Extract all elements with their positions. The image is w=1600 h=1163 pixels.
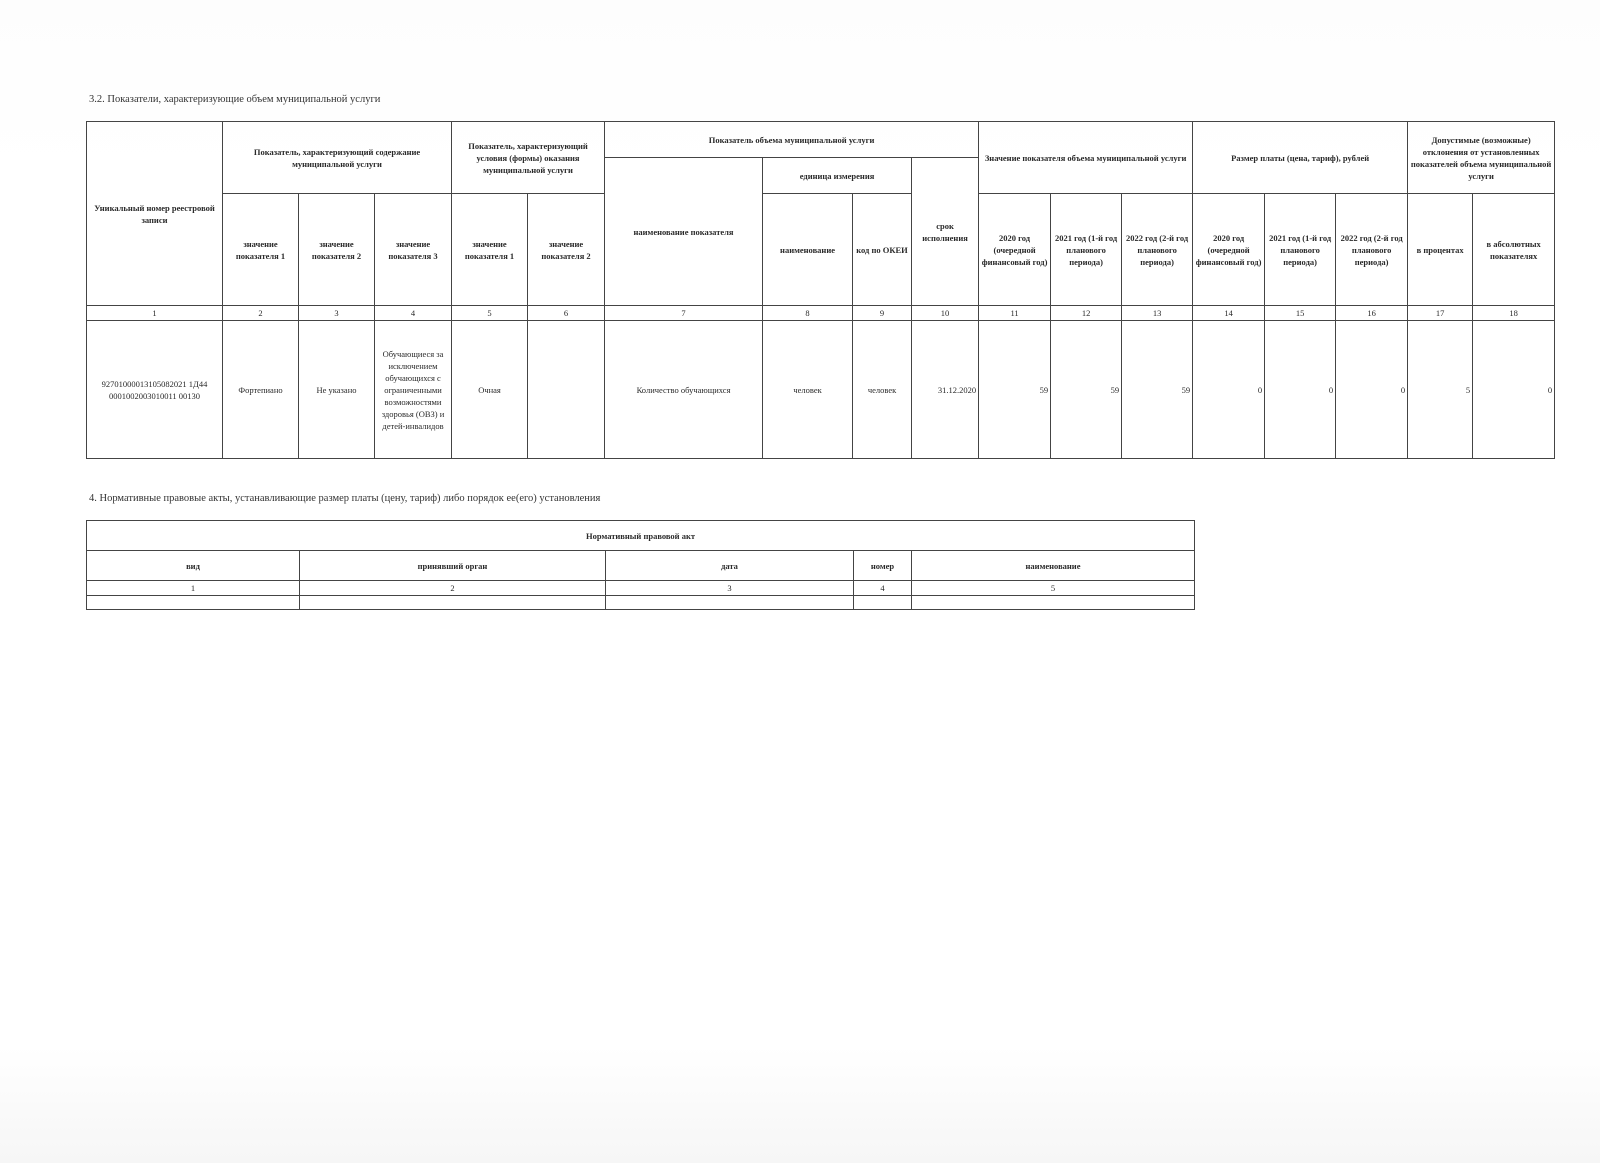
volume-indicators-table — [86, 121, 1555, 459]
header-okei-code: код по ОКЕИ — [853, 194, 912, 306]
column-number: 15 — [1265, 306, 1336, 321]
column-number: 12 — [1051, 306, 1122, 321]
cell-okei-code: человек — [853, 321, 912, 459]
cell-y2021: 59 — [1051, 321, 1122, 459]
column-number: 2 — [223, 306, 299, 321]
column-number: 6 — [528, 306, 605, 321]
header-y2021: 2021 год (1-й год планового периода) — [1051, 194, 1122, 306]
empty-cell — [854, 596, 912, 610]
column-number-row — [87, 581, 1195, 596]
column-number: 14 — [1193, 306, 1265, 321]
cell-registry-number: 92701000013105082021 1Д44 0001002003010011 00130 — [87, 321, 223, 459]
header-volume-value: Значение показателя объема муниципальной услуги — [979, 122, 1193, 194]
column-number: 17 — [1408, 306, 1473, 321]
cell-cond-value-1: Очная — [452, 321, 528, 459]
cell-indicator-name: Количество обучающихся — [605, 321, 763, 459]
cell-absolute: 0 — [1473, 321, 1555, 459]
table-row — [87, 321, 1555, 459]
section-4-title: 4. Нормативные правовые акты, устанавливающие размер платы (цену, тариф) либо порядок ее(его) установления — [89, 493, 601, 504]
cell-value-1: Фортепиано — [223, 321, 299, 459]
header-value-2: значение показателя 2 — [299, 194, 375, 306]
cell-value-3: Обучающиеся за исключением обучающихся с ограниченными возможностями здоровья (ОВЗ) и детей-инвалидов — [375, 321, 452, 459]
column-number-row — [87, 306, 1555, 321]
column-number: 8 — [763, 306, 853, 321]
cell-f2021: 0 — [1265, 321, 1336, 459]
header-legal-act: Нормативный правовой акт — [87, 521, 1195, 551]
cell-value-2: Не указано — [299, 321, 375, 459]
header-date: дата — [606, 551, 854, 581]
header-volume-indicator: Показатель объема муниципальной услуги — [605, 122, 979, 158]
cell-y2022: 59 — [1122, 321, 1193, 459]
header-absolute: в абсолютных показателях — [1473, 194, 1555, 306]
column-number: 7 — [605, 306, 763, 321]
section-3-2-title: 3.2. Показатели, характеризующие объем муниципальной услуги — [89, 94, 381, 105]
header-unit: единица измерения — [763, 158, 912, 194]
column-number: 10 — [912, 306, 979, 321]
header-f2021: 2021 год (1-й год планового периода) — [1265, 194, 1336, 306]
header-value-1: значение показателя 1 — [223, 194, 299, 306]
header-cond-value-2: значение показателя 2 — [528, 194, 605, 306]
header-deadline: срок исполнения — [912, 158, 979, 306]
cell-f2020: 0 — [1193, 321, 1265, 459]
header-indicator-name: наименование показателя — [605, 158, 763, 306]
column-number: 2 — [300, 581, 606, 596]
column-number: 9 — [853, 306, 912, 321]
header-authority: принявший орган — [300, 551, 606, 581]
cell-f2022: 0 — [1336, 321, 1408, 459]
column-number: 13 — [1122, 306, 1193, 321]
header-unit-name: наименование — [763, 194, 853, 306]
column-number: 5 — [912, 581, 1195, 596]
column-number: 18 — [1473, 306, 1555, 321]
empty-cell — [300, 596, 606, 610]
column-number: 1 — [87, 306, 223, 321]
empty-cell — [912, 596, 1195, 610]
header-deviation: Допустимые (возможные) отклонения от установленных показателей объема муниципальной услуги — [1408, 122, 1555, 194]
header-value-3: значение показателя 3 — [375, 194, 452, 306]
column-number: 11 — [979, 306, 1051, 321]
cell-unit-name: человек — [763, 321, 853, 459]
legal-acts-table — [86, 520, 1195, 610]
header-type: вид — [87, 551, 300, 581]
header-f2022: 2022 год (2-й год планового периода) — [1336, 194, 1408, 306]
column-number: 16 — [1336, 306, 1408, 321]
cell-y2020: 59 — [979, 321, 1051, 459]
column-number: 3 — [606, 581, 854, 596]
column-number: 4 — [854, 581, 912, 596]
empty-cell — [606, 596, 854, 610]
column-number: 1 — [87, 581, 300, 596]
column-number: 4 — [375, 306, 452, 321]
header-cond-value-1: значение показателя 1 — [452, 194, 528, 306]
table-row — [87, 596, 1195, 610]
header-percent: в процентах — [1408, 194, 1473, 306]
header-content-indicator: Показатель, характеризующий содержание муниципальной услуги — [223, 122, 452, 194]
empty-cell — [87, 596, 300, 610]
cell-cond-value-2 — [528, 321, 605, 459]
column-number: 5 — [452, 306, 528, 321]
header-conditions-indicator: Показатель, характеризующий условия (формы) оказания муниципальной услуги — [452, 122, 605, 194]
header-y2022: 2022 год (2-й год планового периода) — [1122, 194, 1193, 306]
cell-deadline: 31.12.2020 — [912, 321, 979, 459]
column-number: 3 — [299, 306, 375, 321]
header-f2020: 2020 год (очередной финансовый год) — [1193, 194, 1265, 306]
header-title: наименование — [912, 551, 1195, 581]
header-registry-number: Уникальный номер реестровой записи — [87, 122, 223, 306]
header-fee: Размер платы (цена, тариф), рублей — [1193, 122, 1408, 194]
cell-percent: 5 — [1408, 321, 1473, 459]
header-number: номер — [854, 551, 912, 581]
header-y2020: 2020 год (очередной финансовый год) — [979, 194, 1051, 306]
